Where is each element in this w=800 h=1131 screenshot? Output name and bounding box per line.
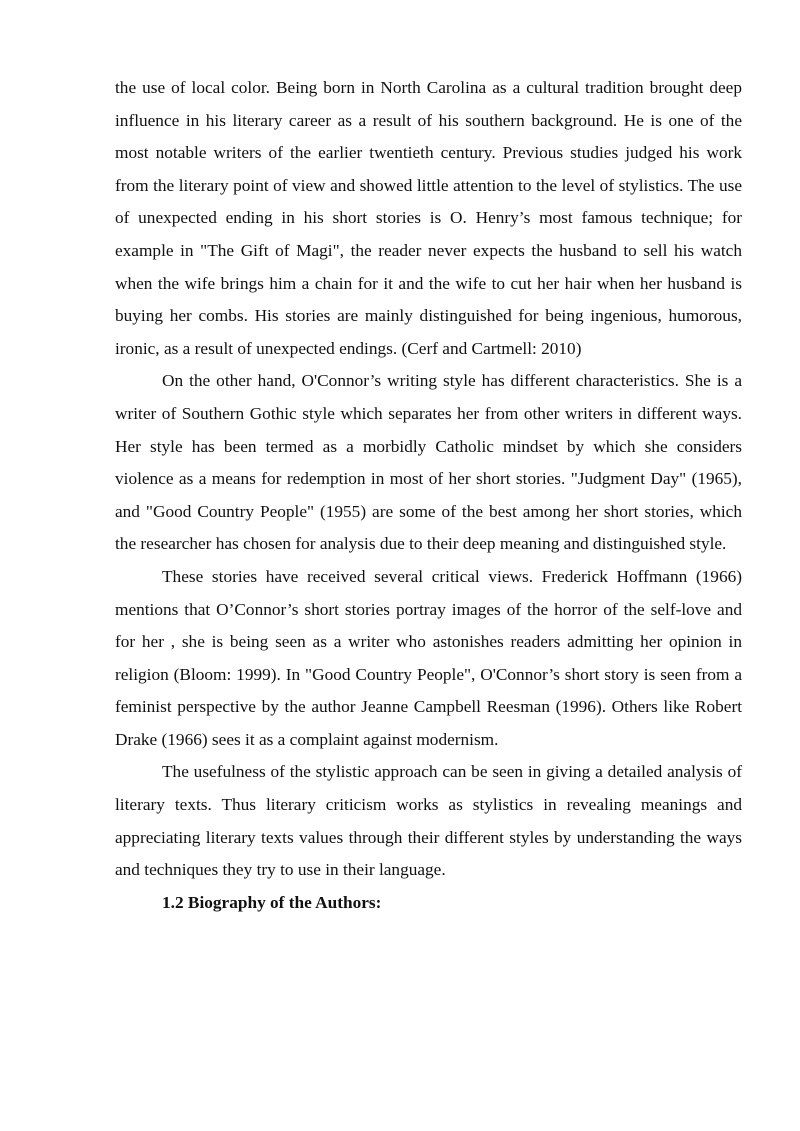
paragraph-o-henry-style: the use of local color. Being born in North Carolina as a cultural tradition brought deep influence in his literary career as a result of his southern background. He is one of the most notable writers of the earlier twentieth century. Previous studies judged his work from the literary point of view and showed little attention to the level of stylistics. The use of unexpected ending in his short stories is O. Henry’s most famous technique; for example in "The Gift of Magi", the reader never expects the husband to sell his watch when the wife brings him a chain for it and the wife to cut her hair when her husband is buying her combs. His stories are mainly distinguished for being ingenious, humorous, ironic, as a result of unexpected endings. (Cerf and Cartmell: 2010) — [115, 78, 742, 358]
page-body — [115, 72, 742, 919]
paragraph-oconnor-style: On the other hand, O'Connor’s writing style has different characteristics. She is a writer of Southern Gothic style which separates her from other writers in different ways. Her style has been termed as a morbidly Catholic mindset by which she considers violence as a means for redemption in most of her short stories. "Judgment Day" (1965), and "Good Country People" (1955) are some of the best among her short stories, which the researcher has chosen for analysis due to their deep meaning and distinguished style. — [115, 371, 742, 554]
paragraph-critical-views: These stories have received several critical views. Frederick Hoffmann (1966) mentions that O’Connor’s short stories portray images of the horror of the self-love and for her , she is being seen as a writer who astonishes readers admitting her opinion in religion (Bloom: 1999). In "Good Country People", O'Connor’s short story is seen from a feminist perspective by the author Jeanne Campbell Reesman (1996). Others like Robert Drake (1966) sees it as a complaint against modernism. — [115, 566, 742, 749]
section-heading: 1.2 Biography of the Authors: — [162, 892, 382, 912]
paragraph-stylistic-approach: The usefulness of the stylistic approach can be seen in giving a detailed analysis of literary texts. Thus literary criticism works as stylistics in revealing meanings and appreciating literary texts values through their different styles by understanding the ways and techniques they try to use in their language. — [115, 762, 742, 880]
